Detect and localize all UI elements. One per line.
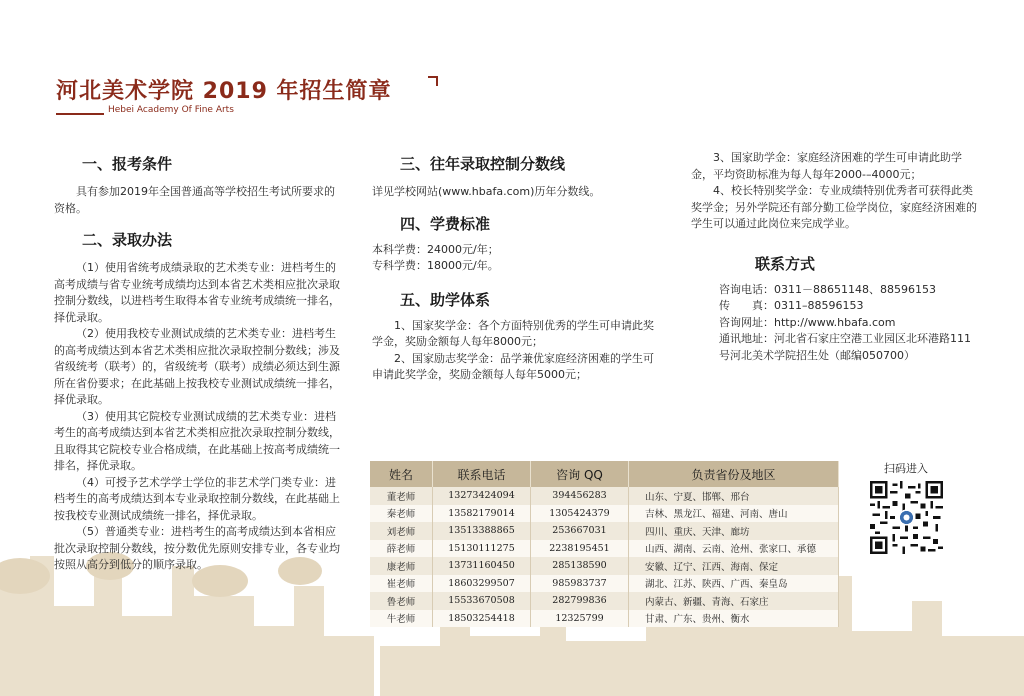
table-cell: 985983737 [531,575,629,593]
table-cell: 18603299507 [433,575,531,593]
table-cell: 1305424379 [531,505,629,523]
table-row [370,575,839,593]
table-cell: 崔老师 [370,575,433,593]
table-cell: 薛老师 [370,540,433,558]
table-cell: 秦老师 [370,505,433,523]
table-cell: 湖北、江苏、陕西、广西、秦皇岛 [629,575,839,593]
section2-paragraph: （2）使用我校专业测试成绩的艺术类专业：进档考生的高考成绩达到本省艺术类相应批次录取控制分数线；涉及省级统考（联考）的，省级统考（联考）成绩必须达到生源所在省份要求；在此基础上按我校专业测试成绩统一排名，择优录取。 [54,327,340,406]
page-subtitle: Hebei Academy Of Fine Arts [108,105,234,115]
aid-item: 1、国家奖学金：各个方面特别优秀的学生可申请此奖学金，奖励金额每人每年8000元； [372,318,654,348]
table-cell: 12325799 [531,610,629,628]
table-row [370,522,839,540]
section2-paragraph: （3）使用其它院校专业测试成绩的艺术类专业：进档考生的高考成绩达到本省艺术类相应批次录取控制分数线，且取得其它院校专业合格成绩，在此基础上按高考成绩统一排名，择优录取。 [54,409,340,472]
column-header: 负责省份及地区 [629,461,839,487]
tuition-undergrad: 本科学费：24000元/年； [372,242,499,256]
table-cell: 394456283 [531,487,629,505]
column-left [54,153,344,574]
qr-label: 扫码进入 [884,462,928,475]
table-cell: 山西、湖南、云南、沧州、张家口、承德 [629,540,839,558]
table-cell: 13731160450 [433,557,531,575]
section2-heading: 二、录取办法 [82,231,173,249]
contact-phone: 咨询电话：0311－88651148、88596153 [719,282,936,296]
table-cell: 282799836 [531,592,629,610]
section2-body [54,260,344,574]
table-row [370,557,839,575]
table-cell: 牛老师 [370,610,433,628]
table-cell: 董老师 [370,487,433,505]
title-underline [56,113,104,115]
table-cell: 鲁老师 [370,592,433,610]
table-cell: 吉林、黑龙江、福建、河南、唐山 [629,505,839,523]
table-row [370,592,839,610]
table-cell: 2238195451 [531,540,629,558]
table-cell: 285138590 [531,557,629,575]
table-cell: 刘老师 [370,522,433,540]
table-cell: 13513388865 [433,522,531,540]
aid-item: 2、国家励志奖学金：品学兼优家庭经济困难的学生可申请此奖学金，奖励金额每人每年5000元； [372,351,654,381]
contact-fax: 传 真：0311–88596153 [719,299,864,312]
section3-text: 详见学校网站(www.hbafa.com)历年分数线。 [372,185,601,198]
column-right [691,150,981,364]
table-cell: 安徽、辽宁、江西、海南、保定 [629,557,839,575]
table-row [370,610,839,628]
contact-heading: 联系方式 [755,254,816,273]
table-cell: 山东、宁夏、邯郸、邢台 [629,487,839,505]
page-title: 河北美术学院 2019 年招生简章 [56,79,392,104]
table-row [370,540,839,558]
section2-paragraph: （5）普通类专业：进档考生的高考成绩达到本省相应批次录取控制分数线，按分数优先原则安排专业，各专业均按照从高分到低分的顺序录取。 [54,525,340,571]
table-cell: 253667031 [531,522,629,540]
table-cell: 13273424094 [433,487,531,505]
table-cell: 内蒙古、新疆、青海、石家庄 [629,592,839,610]
aid-item: 3、国家助学金：家庭经济困难的学生可申请此助学金，平均资助标准为每人每年2000-–4000元； [691,151,962,181]
section1-heading: 一、报考条件 [82,155,173,173]
section5-heading: 五、助学体系 [400,290,491,309]
table-row [370,487,839,505]
aid-item: 4、校长特别奖学金：专业成绩特别优秀者可获得此类奖学金；另外学院还有部分勤工俭学岗位，家庭经济困难的学生可以通过此岗位来完成学业。 [691,184,977,230]
column-middle [372,153,664,384]
tuition-college: 专科学费：18000元/年。 [372,259,499,272]
table-cell: 13582179014 [433,505,531,523]
column-header: 姓名 [370,461,433,487]
table-header-row [370,461,839,487]
table-cell: 甘肃、广东、贵州、衡水 [629,610,839,628]
table-cell: 15533670508 [433,592,531,610]
contact-address: 通讯地址：河北省石家庄空港工业园区北环港路111号河北美术学院招生处（邮编050700） [719,332,971,362]
column-header: 咨询 QQ [531,461,629,487]
table-cell: 四川、重庆、天津、廊坊 [629,522,839,540]
table-cell: 18503254418 [433,610,531,628]
section1-text: 具有参加2019年全国普通高等学校招生考试所要求的资格。 [54,185,335,215]
section2-paragraph: （4）可授予艺术学学士学位的非艺术学门类专业：进档考生的高考成绩达到本专业录取控制分数线，在此基础上按我校专业测试成绩统一排名，择优录取。 [54,475,340,522]
header [56,74,392,115]
table-row [370,505,839,523]
table-cell: 15130111275 [433,540,531,558]
column-header: 联系电话 [433,461,531,487]
qr-code-icon[interactable] [870,481,943,554]
title-corner-mark [428,76,438,86]
section2-paragraph: （1）使用省统考成绩录取的艺术类专业：进档考生的高考成绩与省专业统考成绩均达到本省艺术类相应批次录取控制分数线，以进档考生取得本省专业统考成绩统一排名，择优录取。 [54,261,340,324]
contact-website: 咨询网址：http://www.hbafa.com [719,315,896,329]
staff-contact-table [370,461,839,627]
section4-heading: 四、学费标准 [400,214,491,233]
table-cell: 康老师 [370,557,433,575]
contact-info [691,282,981,332]
section3-heading: 三、往年录取控制分数线 [400,155,566,173]
